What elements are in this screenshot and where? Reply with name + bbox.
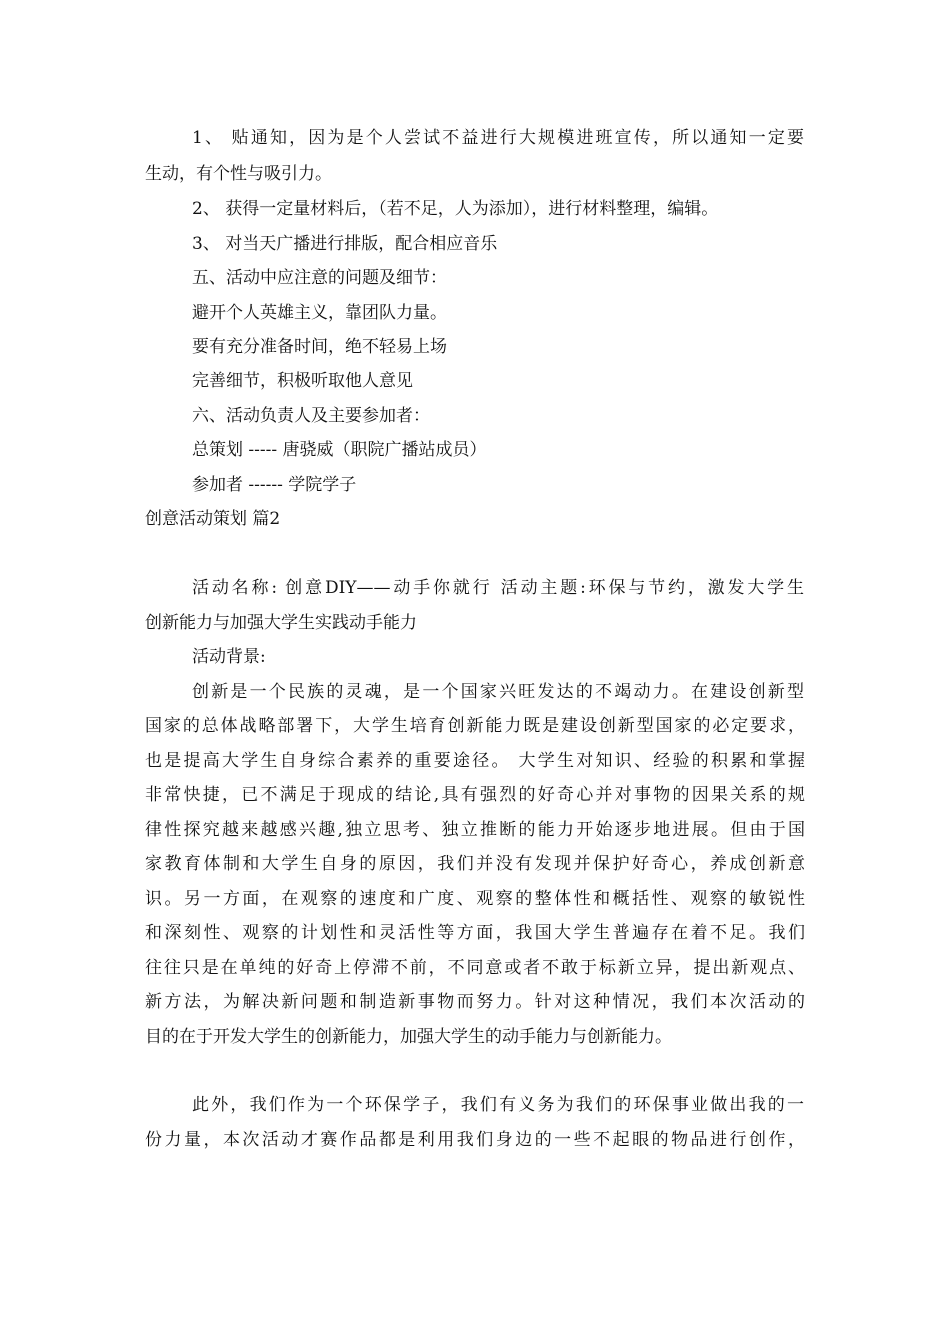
list-item-3: 3、 对当天广播进行排版，配合相应音乐 — [192, 234, 498, 254]
paragraph-line: 往往只是在单纯的好奇上停滞不前，不同意或者不敢于标新立异，提出新观点、 — [145, 958, 805, 978]
paragraph-line: 创新是一个民族的灵魂，是一个国家兴旺发达的不竭动力。在建设创新型 — [192, 682, 804, 702]
section-heading-6: 六、活动负责人及主要参加者： — [192, 406, 430, 426]
list-item-1-line-2: 生动，有个性与吸引力。 — [145, 164, 332, 184]
paragraph-line: 国家的总体战略部署下，大学生培育创新能力既是建设创新型国家的必定要求， — [145, 716, 805, 736]
paragraph-line: 此外，我们作为一个环保学子，我们有义务为我们的环保事业做出我的一 — [192, 1095, 804, 1115]
background-heading: 活动背景: — [192, 647, 266, 667]
paragraph-line: 目的在于开发大学生的创新能力，加强大学生的动手能力与创新能力。 — [145, 1027, 672, 1047]
activity-name-line-1: 活动名称: 创意DIY——动手你就行 活动主题:环保与节约，激发大学生 — [192, 578, 804, 598]
paragraph-line: 新方法，为解决新问题和制造新事物而努力。针对这种情况，我们本次活动的 — [145, 992, 805, 1012]
note-line-2: 要有充分准备时间，绝不轻易上场 — [192, 337, 447, 357]
paragraph-line: 份力量，本次活动才赛作品都是利用我们身边的一些不起眼的物品进行创作， — [145, 1130, 805, 1150]
section-heading-5: 五、活动中应注意的问题及细节： — [192, 268, 447, 288]
paragraph-line: 律性探究越来越感兴趣,独立思考、独立推断的能力开始逐步地进展。但由于国 — [145, 820, 805, 840]
list-item-2: 2、 获得一定量材料后，（若不足，人为添加），进行材料整理，编辑。 — [192, 199, 719, 219]
paragraph-line: 家教育体制和大学生自身的原因，我们并没有发现并保护好奇心，养成创新意 — [145, 854, 805, 874]
paragraph-line: 非常快捷，已不满足于现成的结论,具有强烈的好奇心并对事物的因果关系的规 — [145, 785, 805, 805]
list-item-1-line-1: 1、 贴通知，因为是个人尝试不益进行大规模进班宣传，所以通知一定要 — [192, 128, 804, 148]
planner-line: 总策划 ----- 唐骁威（职院广播站成员） — [192, 440, 487, 460]
paragraph-line: 识。另一方面，在观察的速度和广度、观察的整体性和概括性、观察的敏锐性 — [145, 889, 805, 909]
paragraph-line: 和深刻性、观察的计划性和灵活性等方面，我国大学生普遍存在着不足。我们 — [145, 923, 805, 943]
participants-line: 参加者 ------ 学院学子 — [192, 475, 357, 495]
article-heading: 创意活动策划 篇2 — [145, 509, 281, 529]
note-line-3: 完善细节，积极听取他人意见 — [192, 371, 413, 391]
paragraph-line: 也是提高大学生自身综合素养的重要途径。 大学生对知识、经验的积累和掌握 — [145, 751, 805, 771]
note-line-1: 避开个人英雄主义，靠团队力量。 — [192, 303, 447, 323]
activity-name-line-2: 创新能力与加强大学生实践动手能力 — [145, 613, 417, 633]
